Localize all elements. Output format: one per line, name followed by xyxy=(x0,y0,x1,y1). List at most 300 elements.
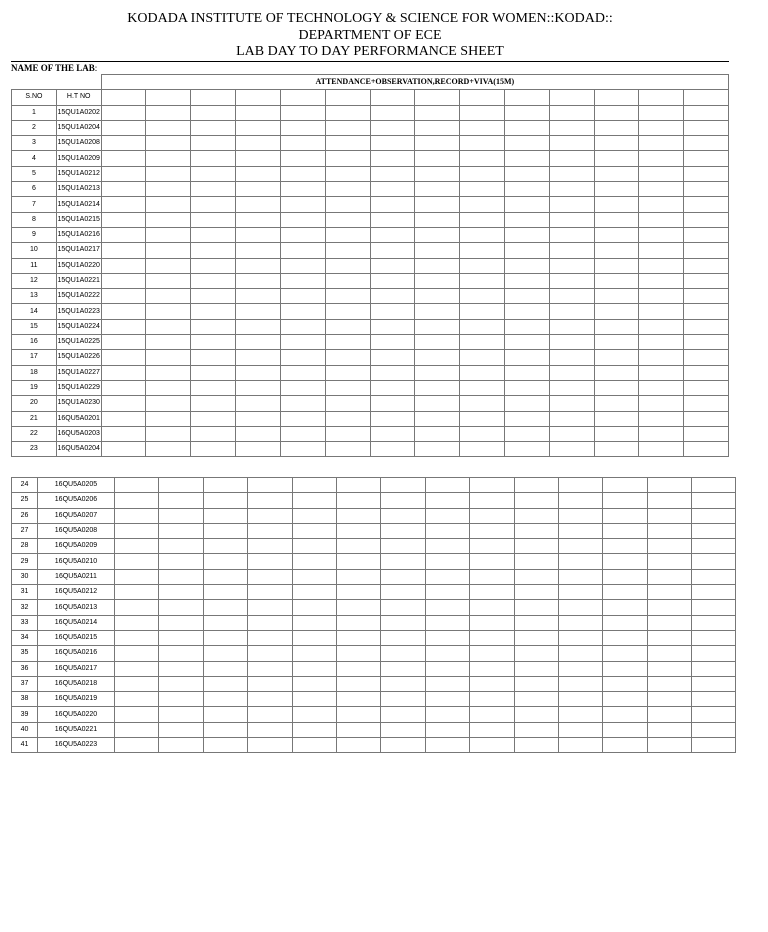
mark-cell xyxy=(549,182,594,197)
table-row xyxy=(12,554,736,569)
mark-cell xyxy=(514,600,558,615)
mark-cell xyxy=(292,600,336,615)
mark-cell xyxy=(370,243,415,258)
mark-cell xyxy=(325,426,370,441)
mark-cell xyxy=(603,676,647,691)
mark-cell xyxy=(336,615,380,630)
mark-cell xyxy=(325,289,370,304)
mark-cell xyxy=(415,365,460,380)
mark-cell xyxy=(415,120,460,135)
mark-cell xyxy=(146,166,191,181)
mark-cell xyxy=(101,380,146,395)
table-row xyxy=(12,615,736,630)
mark-cell xyxy=(470,523,514,538)
mark-cell xyxy=(639,411,684,426)
mark-cell xyxy=(236,289,281,304)
mark-cell xyxy=(603,646,647,661)
mark-cell xyxy=(146,380,191,395)
mark-cell xyxy=(115,539,159,554)
mark-cell xyxy=(514,493,558,508)
mark-cell xyxy=(159,646,203,661)
mark-cell xyxy=(292,554,336,569)
mark-cell xyxy=(280,289,325,304)
sno-cell: 37 xyxy=(12,676,38,691)
mark-cell xyxy=(684,258,729,273)
mark-cell xyxy=(470,493,514,508)
mark-cell xyxy=(549,227,594,242)
mark-cell xyxy=(603,707,647,722)
mark-cell xyxy=(549,380,594,395)
mark-cell xyxy=(594,411,639,426)
mark-cell xyxy=(248,738,292,753)
mark-cell xyxy=(159,630,203,645)
sno-cell: 39 xyxy=(12,707,38,722)
htno-cell: 16QU5A0219 xyxy=(38,692,115,707)
mark-cell xyxy=(639,197,684,212)
mark-cell xyxy=(248,661,292,676)
htno-cell: 16QU5A0215 xyxy=(38,630,115,645)
mark-cell xyxy=(470,600,514,615)
mark-cell xyxy=(460,136,505,151)
table-row xyxy=(12,707,736,722)
mark-cell xyxy=(514,539,558,554)
mark-cell xyxy=(336,692,380,707)
mark-cell xyxy=(191,380,236,395)
mark-cell xyxy=(603,554,647,569)
sno-cell: 34 xyxy=(12,630,38,645)
mark-cell xyxy=(115,600,159,615)
mark-cell xyxy=(370,289,415,304)
mark-cell xyxy=(146,350,191,365)
table-row xyxy=(12,569,736,584)
table-row xyxy=(12,630,736,645)
column-header-row xyxy=(12,90,729,105)
mark-cell xyxy=(370,380,415,395)
mark-cell xyxy=(248,646,292,661)
mark-cell xyxy=(647,508,691,523)
mark-cell xyxy=(514,738,558,753)
blank-cell xyxy=(280,90,325,105)
sno-cell: 16 xyxy=(12,335,57,350)
htno-cell: 16QU5A0204 xyxy=(56,442,101,457)
mark-cell xyxy=(292,738,336,753)
mark-cell xyxy=(146,411,191,426)
sno-cell: 29 xyxy=(12,554,38,569)
mark-cell xyxy=(115,478,159,493)
mark-cell xyxy=(460,396,505,411)
mark-cell xyxy=(425,722,469,737)
mark-cell xyxy=(549,411,594,426)
mark-cell xyxy=(415,227,460,242)
htno-cell: 15QU1A0217 xyxy=(56,243,101,258)
mark-cell xyxy=(415,212,460,227)
mark-cell xyxy=(415,243,460,258)
mark-cell xyxy=(549,289,594,304)
mark-cell xyxy=(203,523,247,538)
mark-cell xyxy=(146,426,191,441)
mark-cell xyxy=(280,442,325,457)
mark-cell xyxy=(191,411,236,426)
mark-cell xyxy=(381,493,425,508)
mark-cell xyxy=(684,212,729,227)
mark-cell xyxy=(549,197,594,212)
mark-cell xyxy=(514,615,558,630)
mark-cell xyxy=(325,166,370,181)
htno-cell: 16QU5A0216 xyxy=(38,646,115,661)
mark-cell xyxy=(415,289,460,304)
mark-cell xyxy=(325,304,370,319)
mark-cell xyxy=(325,411,370,426)
mark-cell xyxy=(191,319,236,334)
sno-cell: 41 xyxy=(12,738,38,753)
htno-cell: 16QU5A0201 xyxy=(56,411,101,426)
table-row xyxy=(12,585,736,600)
mark-cell xyxy=(558,569,602,584)
mark-cell xyxy=(639,258,684,273)
mark-cell xyxy=(325,227,370,242)
mark-cell xyxy=(115,569,159,584)
mark-cell xyxy=(325,182,370,197)
mark-cell xyxy=(514,692,558,707)
htno-cell: 16QU5A0211 xyxy=(38,569,115,584)
mark-cell xyxy=(415,442,460,457)
mark-cell xyxy=(639,151,684,166)
mark-cell xyxy=(146,227,191,242)
mark-cell xyxy=(236,166,281,181)
mark-cell xyxy=(381,585,425,600)
mark-cell xyxy=(594,227,639,242)
mark-cell xyxy=(146,151,191,166)
mark-cell xyxy=(101,289,146,304)
mark-cell xyxy=(504,365,549,380)
sno-cell: 2 xyxy=(12,120,57,135)
mark-cell xyxy=(504,350,549,365)
mark-cell xyxy=(115,615,159,630)
sno-cell: 23 xyxy=(12,442,57,457)
mark-cell xyxy=(191,289,236,304)
mark-cell xyxy=(101,243,146,258)
mark-cell xyxy=(684,380,729,395)
mark-cell xyxy=(460,227,505,242)
mark-cell xyxy=(460,273,505,288)
sno-cell: 35 xyxy=(12,646,38,661)
mark-cell xyxy=(203,600,247,615)
sno-cell: 38 xyxy=(12,692,38,707)
mark-cell xyxy=(692,478,736,493)
htno-cell: 15QU1A0223 xyxy=(56,304,101,319)
mark-cell xyxy=(460,243,505,258)
mark-cell xyxy=(101,105,146,120)
mark-cell xyxy=(692,615,736,630)
mark-cell xyxy=(504,243,549,258)
mark-cell xyxy=(647,478,691,493)
mark-cell xyxy=(504,304,549,319)
mark-cell xyxy=(280,426,325,441)
mark-cell xyxy=(146,197,191,212)
sno-cell: 20 xyxy=(12,396,57,411)
mark-cell xyxy=(558,738,602,753)
mark-cell xyxy=(558,661,602,676)
sno-cell: 12 xyxy=(12,273,57,288)
mark-cell xyxy=(647,692,691,707)
mark-cell xyxy=(692,676,736,691)
mark-cell xyxy=(647,523,691,538)
mark-cell xyxy=(514,676,558,691)
mark-cell xyxy=(203,661,247,676)
mark-cell xyxy=(504,182,549,197)
mark-cell xyxy=(692,661,736,676)
mark-cell xyxy=(191,182,236,197)
mark-cell xyxy=(101,442,146,457)
mark-cell xyxy=(514,523,558,538)
mark-cell xyxy=(248,539,292,554)
htno-cell: 16QU5A0214 xyxy=(38,615,115,630)
mark-cell xyxy=(594,105,639,120)
mark-cell xyxy=(146,212,191,227)
mark-cell xyxy=(684,166,729,181)
table-row xyxy=(12,105,729,120)
mark-cell xyxy=(684,289,729,304)
mark-cell xyxy=(280,120,325,135)
mark-cell xyxy=(425,646,469,661)
mark-cell xyxy=(370,120,415,135)
mark-cell xyxy=(159,493,203,508)
mark-cell xyxy=(514,707,558,722)
htno-cell: 15QU1A0221 xyxy=(56,273,101,288)
mark-cell xyxy=(684,304,729,319)
table-row xyxy=(12,197,729,212)
mark-cell xyxy=(236,197,281,212)
mark-cell xyxy=(549,120,594,135)
mark-cell xyxy=(504,136,549,151)
mark-cell xyxy=(460,411,505,426)
htno-cell: 15QU1A0214 xyxy=(56,197,101,212)
blank-cell xyxy=(460,90,505,105)
mark-cell xyxy=(415,335,460,350)
mark-cell xyxy=(236,212,281,227)
mark-cell xyxy=(159,692,203,707)
mark-cell xyxy=(558,707,602,722)
mark-cell xyxy=(115,707,159,722)
sno-cell: 22 xyxy=(12,426,57,441)
table-row xyxy=(12,396,729,411)
htno-cell: 15QU1A0204 xyxy=(56,120,101,135)
mark-cell xyxy=(470,554,514,569)
mark-cell xyxy=(146,258,191,273)
mark-cell xyxy=(603,738,647,753)
sno-cell: 14 xyxy=(12,304,57,319)
attendance-header: ATTENDANCE+OBSERVATION,RECORD+VIVA(15M) xyxy=(101,75,728,90)
mark-cell xyxy=(280,105,325,120)
mark-cell xyxy=(381,600,425,615)
htno-cell: 16QU5A0217 xyxy=(38,661,115,676)
table-row xyxy=(12,493,736,508)
mark-cell xyxy=(647,615,691,630)
mark-cell xyxy=(236,182,281,197)
mark-cell xyxy=(684,243,729,258)
htno-cell: 16QU5A0208 xyxy=(38,523,115,538)
mark-cell xyxy=(415,319,460,334)
mark-cell xyxy=(101,273,146,288)
sno-cell: 24 xyxy=(12,478,38,493)
mark-cell xyxy=(115,554,159,569)
mark-cell xyxy=(248,554,292,569)
mark-cell xyxy=(514,661,558,676)
mark-cell xyxy=(594,289,639,304)
mark-cell xyxy=(684,426,729,441)
sno-cell: 27 xyxy=(12,523,38,538)
mark-cell xyxy=(336,523,380,538)
mark-cell xyxy=(292,585,336,600)
mark-cell xyxy=(514,722,558,737)
mark-cell xyxy=(460,105,505,120)
mark-cell xyxy=(647,600,691,615)
mark-cell xyxy=(101,197,146,212)
mark-cell xyxy=(248,600,292,615)
mark-cell xyxy=(603,585,647,600)
mark-cell xyxy=(146,365,191,380)
table-row xyxy=(12,350,729,365)
mark-cell xyxy=(336,554,380,569)
mark-cell xyxy=(381,646,425,661)
mark-cell xyxy=(684,319,729,334)
mark-cell xyxy=(292,523,336,538)
mark-cell xyxy=(470,692,514,707)
sno-cell: 21 xyxy=(12,411,57,426)
mark-cell xyxy=(549,105,594,120)
mark-cell xyxy=(280,197,325,212)
mark-cell xyxy=(647,554,691,569)
mark-cell xyxy=(415,258,460,273)
mark-cell xyxy=(248,722,292,737)
mark-cell xyxy=(514,554,558,569)
mark-cell xyxy=(692,523,736,538)
mark-cell xyxy=(101,396,146,411)
mark-cell xyxy=(460,335,505,350)
mark-cell xyxy=(115,493,159,508)
mark-cell xyxy=(191,350,236,365)
table-row xyxy=(12,136,729,151)
mark-cell xyxy=(280,396,325,411)
mark-cell xyxy=(381,478,425,493)
mark-cell xyxy=(191,151,236,166)
mark-cell xyxy=(460,426,505,441)
sno-cell: 33 xyxy=(12,615,38,630)
table-row xyxy=(12,539,736,554)
mark-cell xyxy=(370,136,415,151)
mark-cell xyxy=(425,493,469,508)
mark-cell xyxy=(370,166,415,181)
mark-cell xyxy=(603,630,647,645)
mark-cell xyxy=(203,646,247,661)
table-row xyxy=(12,120,729,135)
mark-cell xyxy=(159,523,203,538)
mark-cell xyxy=(236,319,281,334)
mark-cell xyxy=(594,350,639,365)
mark-cell xyxy=(203,676,247,691)
mark-cell xyxy=(236,304,281,319)
mark-cell xyxy=(594,212,639,227)
mark-cell xyxy=(594,151,639,166)
sno-cell: 8 xyxy=(12,212,57,227)
mark-cell xyxy=(647,569,691,584)
table-row xyxy=(12,166,729,181)
mark-cell xyxy=(146,273,191,288)
htno-cell: 15QU1A0226 xyxy=(56,350,101,365)
mark-cell xyxy=(549,442,594,457)
mark-cell xyxy=(248,585,292,600)
mark-cell xyxy=(370,365,415,380)
mark-cell xyxy=(336,646,380,661)
mark-cell xyxy=(236,105,281,120)
mark-cell xyxy=(280,182,325,197)
mark-cell xyxy=(236,258,281,273)
mark-cell xyxy=(115,630,159,645)
sno-cell: 36 xyxy=(12,661,38,676)
mark-cell xyxy=(639,350,684,365)
mark-cell xyxy=(146,243,191,258)
mark-cell xyxy=(647,676,691,691)
mark-cell xyxy=(292,493,336,508)
mark-cell xyxy=(639,380,684,395)
sno-cell: 9 xyxy=(12,227,57,242)
mark-cell xyxy=(558,630,602,645)
mark-cell xyxy=(460,197,505,212)
mark-cell xyxy=(594,243,639,258)
mark-cell xyxy=(425,569,469,584)
mark-cell xyxy=(236,227,281,242)
mark-cell xyxy=(549,304,594,319)
mark-cell xyxy=(292,722,336,737)
mark-cell xyxy=(514,585,558,600)
mark-cell xyxy=(236,411,281,426)
mark-cell xyxy=(115,676,159,691)
institute-title: KODADA INSTITUTE OF TECHNOLOGY & SCIENCE FOR WOMEN::KODAD:: xyxy=(127,11,613,26)
blank-cell xyxy=(504,90,549,105)
mark-cell xyxy=(514,646,558,661)
mark-cell xyxy=(684,105,729,120)
mark-cell xyxy=(504,411,549,426)
table-row xyxy=(12,692,736,707)
mark-cell xyxy=(381,661,425,676)
mark-cell xyxy=(101,365,146,380)
mark-cell xyxy=(191,227,236,242)
mark-cell xyxy=(101,212,146,227)
mark-cell xyxy=(336,661,380,676)
sno-cell: 32 xyxy=(12,600,38,615)
sno-cell: 18 xyxy=(12,365,57,380)
mark-cell xyxy=(336,493,380,508)
htno-cell: 16QU5A0213 xyxy=(38,600,115,615)
mark-cell xyxy=(425,523,469,538)
mark-cell xyxy=(415,350,460,365)
mark-cell xyxy=(146,335,191,350)
mark-cell xyxy=(470,615,514,630)
mark-cell xyxy=(336,738,380,753)
htno-cell: 15QU1A0222 xyxy=(56,289,101,304)
mark-cell xyxy=(603,692,647,707)
mark-cell xyxy=(549,426,594,441)
mark-cell xyxy=(146,442,191,457)
performance-table-part-2 xyxy=(11,477,736,753)
mark-cell xyxy=(370,411,415,426)
mark-cell xyxy=(325,396,370,411)
mark-cell xyxy=(191,258,236,273)
mark-cell xyxy=(549,273,594,288)
mark-cell xyxy=(146,105,191,120)
mark-cell xyxy=(425,508,469,523)
mark-cell xyxy=(325,105,370,120)
